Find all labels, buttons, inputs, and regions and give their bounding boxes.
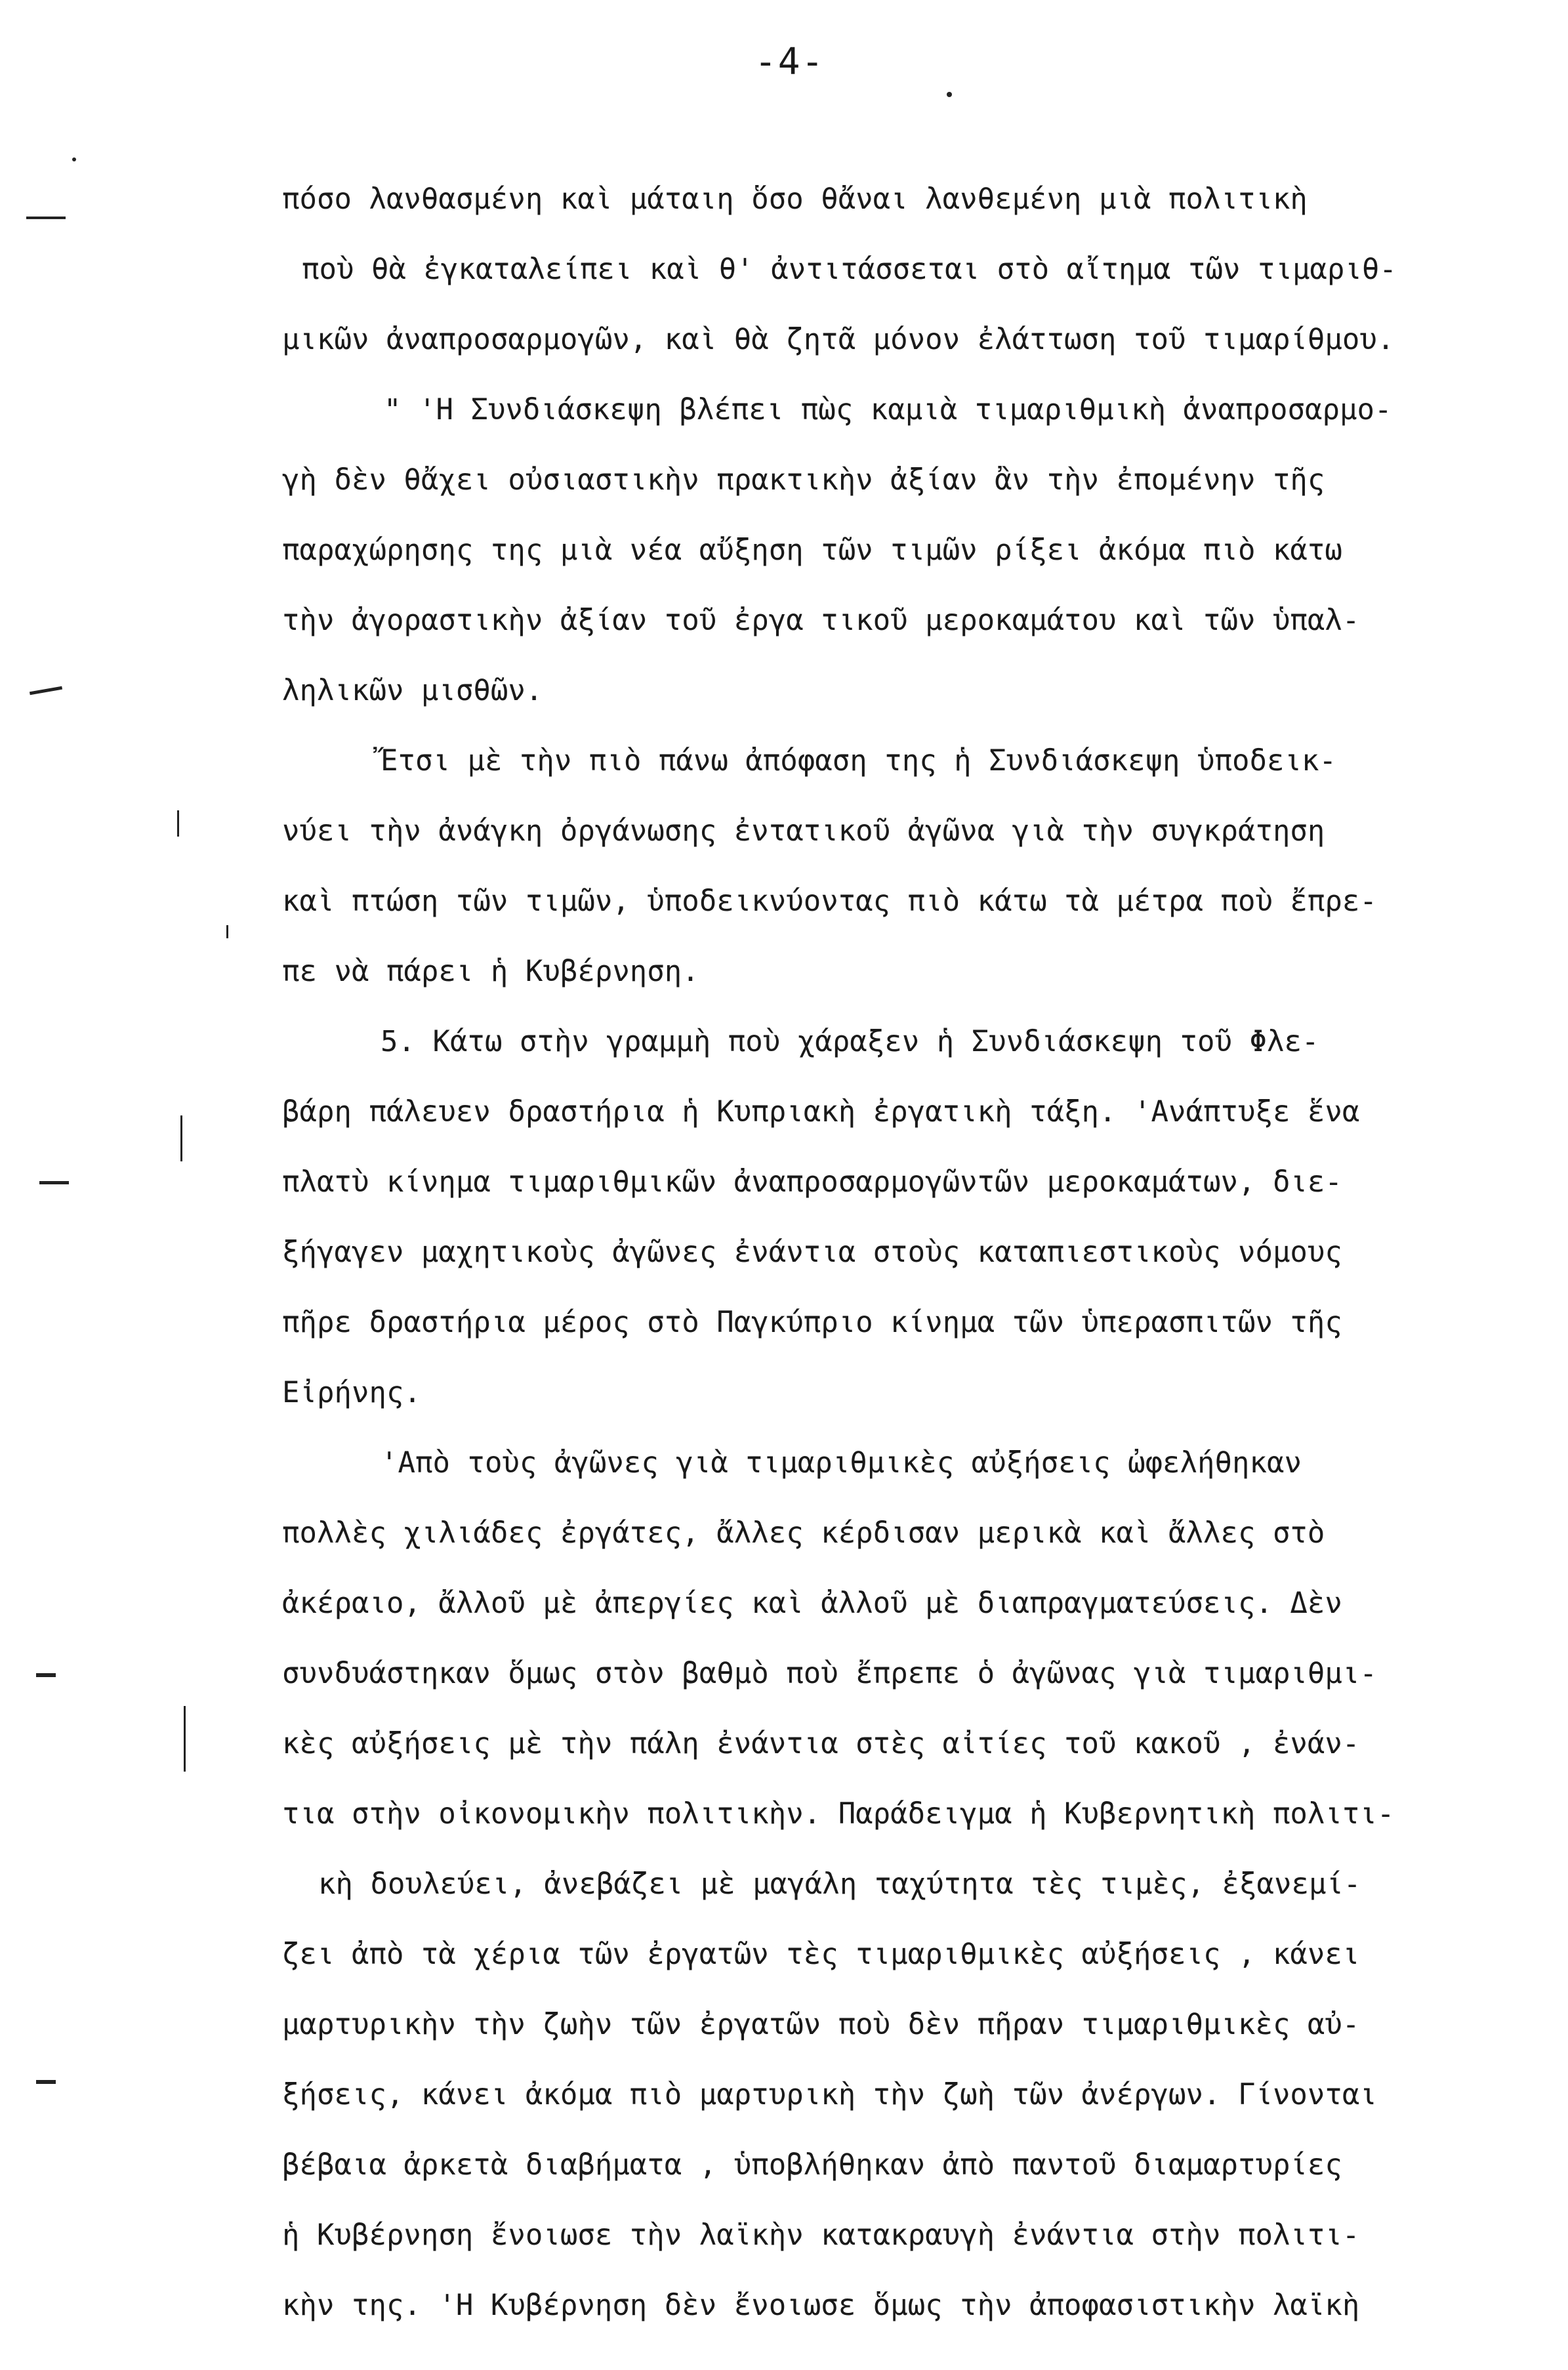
- paragraph-5: [282, 1428, 1509, 2340]
- text-line: καὶ πτώση τῶν τιμῶν, ὑποδεικνύοντας πιὸ κάτω τὰ μέτρα ποὺ ἔπρε-: [282, 884, 1377, 918]
- text-line: πε νὰ πάρει ἡ Κυβέρνηση.: [282, 955, 699, 988]
- margin-tick-mark: [184, 1706, 186, 1772]
- margin-dash-mark: [30, 686, 62, 696]
- text-line: μαρτυρικὴν τὴν ζωὴν τῶν ἐργατῶν ποὺ δὲν πῆραν τιμαριθμικὲς αὐ-: [282, 2008, 1360, 2041]
- paragraph-2: [282, 375, 1509, 726]
- text-line: 'Απὸ τοὺς ἀγῶνες γιὰ τιμαριθμικὲς αὐξήσεις ὠφελήθηκαν: [381, 1446, 1302, 1480]
- text-line: παραχώρησης της μιὰ νέα αὔξηση τῶν τιμῶν ρίξει ἀκόμα πιὸ κάτω: [282, 533, 1342, 567]
- text-line: κὴ δουλεύει, ἀνεβάζει μὲ μαγάλη ταχύτητα τὲς τιμὲς, ἐξανεμί-: [318, 1867, 1361, 1901]
- margin-tick-mark: [180, 1115, 182, 1161]
- margin-arrow-mark: [39, 1181, 69, 1184]
- text-line: τὴν ἀγοραστικὴν ἀξίαν τοῦ ἐργα τικοῦ μεροκαμάτου καὶ τῶν ὑπαλ-: [282, 604, 1360, 637]
- text-line: γὴ δὲν θἄχει οὐσιαστικὴν πρακτικὴν ἀξίαν ἂν τὴν ἐπομένην τῆς: [282, 463, 1325, 497]
- text-line: κὴν της. 'Η Κυβέρνηση δὲν ἔνοιωσε ὅμως τὴν ἀποφασιστικὴν λαϊκὴ: [282, 2289, 1360, 2322]
- margin-dash-mark: [36, 2080, 56, 2084]
- text-line: συνδυάστηκαν ὅμως στὸν βαθμὸ ποὺ ἔπρεπε ὁ ἀγῶνας γιὰ τιμαριθμι-: [282, 1657, 1377, 1690]
- text-line: μικῶν ἀναπροσαρμογῶν, καὶ θὰ ζητᾶ μόνον ἐλάττωση τοῦ τιμαρίθμου.: [282, 323, 1395, 356]
- text-line: " 'Η Συνδιάσκεψη βλέπει πὼς καμιὰ τιμαριθμικὴ ἀναπροσαρμο-: [384, 393, 1392, 426]
- text-line: ξήγαγεν μαχητικοὺς ἀγῶνες ἐνάντια στοὺς καταπιεστικοὺς νόμους: [282, 1236, 1342, 1269]
- margin-dash-mark: [36, 1673, 56, 1677]
- text-line: ληλικῶν μισθῶν.: [282, 674, 543, 707]
- margin-dot-mark: [72, 157, 76, 161]
- text-line: ξήσεις, κάνει ἀκόμα πιὸ μαρτυρικὴ τὴν ζωὴ τῶν ἀνέργων. Γίνονται: [282, 2078, 1377, 2111]
- margin-dash-mark: [26, 217, 66, 219]
- text-line: πολλὲς χιλιάδες ἐργάτες, ἄλλες κέρδισαν μερικὰ καὶ ἄλλες στὸ: [282, 1516, 1325, 1550]
- document-body: [282, 164, 1509, 2340]
- paragraph-3: [282, 726, 1509, 1007]
- text-line: κὲς αὐξήσεις μὲ τὴν πάλη ἐνάντια στὲς αἰτίες τοῦ κακοῦ , ἐνάν-: [282, 1727, 1360, 1760]
- text-line: βάρη πάλευεν δραστήρια ἡ Κυπριακὴ ἐργατικὴ τάξη. 'Ανάπτυξε ἕνα: [282, 1095, 1360, 1129]
- paragraph-1: [282, 164, 1509, 375]
- margin-tick-mark: [177, 810, 179, 837]
- text-line: πόσο λανθασμένη καὶ μάταιη ὅσο θἄναι λανθεμένη μιὰ πολιτικὴ: [282, 182, 1308, 216]
- text-line: νύει τὴν ἀνάγκη ὀργάνωσης ἐντατικοῦ ἀγῶνα γιὰ τὴν συγκράτηση: [282, 814, 1325, 848]
- margin-tick-mark: [226, 925, 228, 938]
- text-line: 5. Κάτω στὴν γραμμὴ ποὺ χάραξεν ἡ Συνδιάσκεψη τοῦ Φλε-: [381, 1025, 1319, 1058]
- text-line: βέβαια ἀρκετὰ διαβήματα , ὑποβλήθηκαν ἀπὸ παντοῦ διαμαρτυρίες: [282, 2148, 1342, 2182]
- text-line: ἡ Κυβέρνηση ἔνοιωσε τὴν λαϊκὴν κατακραυγὴ ἐνάντια στὴν πολιτι-: [282, 2218, 1360, 2252]
- text-line: ποὺ θὰ ἐγκαταλείπει καὶ θ' ἀντιτάσσεται στὸ αἴτημα τῶν τιμαριθ-: [302, 253, 1397, 286]
- page-number: -4-: [754, 41, 825, 83]
- text-line: Εἰρήνης.: [282, 1376, 421, 1409]
- margin-dot-mark: [947, 92, 952, 97]
- text-line: Ἔτσι μὲ τὴν πιὸ πάνω ἀπόφαση της ἡ Συνδιάσκεψη ὑποδεικ-: [381, 744, 1336, 778]
- text-line: ζει ἀπὸ τὰ χέρια τῶν ἐργατῶν τὲς τιμαριθμικὲς αὐξήσεις , κάνει: [282, 1938, 1360, 1971]
- text-line: τια στὴν οἰκονομικὴν πολιτικὴν. Παράδειγμα ἡ Κυβερνητικὴ πολιτι-: [282, 1797, 1395, 1831]
- text-line: πῆρε δραστήρια μέρος στὸ Παγκύπριο κίνημα τῶν ὑπερασπιτῶν τῆς: [282, 1306, 1342, 1339]
- paragraph-4: [282, 1007, 1509, 1428]
- text-line: πλατὺ κίνημα τιμαριθμικῶν ἀναπροσαρμογῶντῶν μεροκαμάτων, διε-: [282, 1165, 1342, 1199]
- text-line: ἀκέραιο, ἄλλοῦ μὲ ἀπεργίες καὶ ἀλλοῦ μὲ διαπραγματεύσεις. Δὲν: [282, 1587, 1342, 1620]
